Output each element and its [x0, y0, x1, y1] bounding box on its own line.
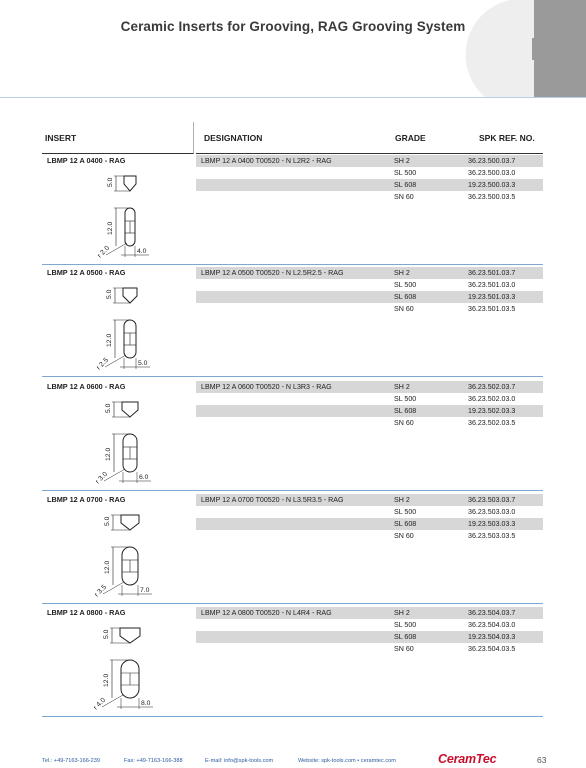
section-divider: [42, 376, 543, 377]
dim-length-label: 12.0: [107, 221, 114, 235]
insert-drawing: [74, 163, 164, 263]
grade-cell: SH 2: [394, 608, 410, 617]
table-row: [196, 417, 543, 429]
insert-section: [42, 605, 543, 717]
col-header-insert: INSERT: [42, 122, 194, 154]
dim-width-label: 8.0: [141, 700, 151, 707]
dim-radius-label: r 3.0: [94, 470, 110, 486]
ceramtec-logo: CeramTec: [438, 752, 497, 766]
spk-ref-cell: 36.23.503.03.5: [468, 531, 516, 540]
insert-code: LBMP 12 A 0800 - RAG: [47, 608, 126, 617]
section-divider: [42, 490, 543, 491]
insert-section: [42, 153, 543, 265]
table-row: [196, 405, 543, 417]
table-row: [196, 494, 543, 506]
designation-cell: LBMP 12 A 0800 T00520 - N L4R4 - RAG: [201, 608, 332, 617]
designation-cell: LBMP 12 A 0400 T00520 - N L2R2 - RAG: [201, 156, 332, 165]
spk-ref-cell: 36.23.500.03.7: [468, 156, 516, 165]
table-row: [196, 518, 543, 530]
table-row: [196, 279, 543, 291]
spk-ref-cell: 36.23.502.03.5: [468, 418, 516, 427]
grade-cell: SL 500: [394, 168, 417, 177]
dim-height-label: 5.0: [107, 177, 114, 187]
spk-ref-cell: 36.23.500.03.5: [468, 192, 516, 201]
spk-ref-cell: 36.23.501.03.5: [468, 304, 516, 313]
grade-cell: SL 608: [394, 406, 417, 415]
insert-drawing: [74, 389, 164, 489]
insert-end-view: [120, 628, 140, 643]
section-divider: [42, 603, 543, 604]
table-row: [196, 191, 543, 203]
dim-length-label: 12.0: [105, 447, 112, 461]
spk-ref-cell: 36.23.502.03.0: [468, 394, 516, 403]
insert-end-view: [123, 288, 137, 303]
spk-ref-cell: 36.23.504.03.7: [468, 608, 516, 617]
insert-code: LBMP 12 A 0500 - RAG: [47, 268, 126, 277]
grade-cell: SH 2: [394, 495, 410, 504]
insert-code: LBMP 12 A 0700 - RAG: [47, 495, 126, 504]
spk-ref-cell: 36.23.502.03.7: [468, 382, 516, 391]
spk-ref-cell: 36.23.501.03.7: [468, 268, 516, 277]
grade-cell: SN 60: [394, 418, 414, 427]
insert-section: [42, 492, 543, 604]
col-header-grade: GRADE: [366, 122, 446, 154]
grade-cell: SN 60: [394, 531, 414, 540]
table-row: [196, 393, 543, 405]
dim-height-label: 5.0: [104, 516, 111, 526]
dim-width-label: 4.0: [137, 248, 147, 255]
section-divider: [42, 716, 543, 717]
dim-length-label: 12.0: [104, 560, 111, 574]
table-row: [196, 619, 543, 631]
spk-ref-cell: 36.23.500.03.0: [468, 168, 516, 177]
insert-end-view: [124, 176, 136, 191]
spk-ref-cell: 19.23.503.03.3: [468, 519, 516, 528]
dim-radius-label: r 2.5: [95, 356, 111, 372]
spk-logo-icon: [420, 0, 586, 98]
footer-fax: Fax: +49-7163-166-388: [124, 758, 183, 764]
insert-drawing: [74, 615, 164, 715]
grade-cell: SN 60: [394, 304, 414, 313]
spk-ref-cell: 19.23.501.03.3: [468, 292, 516, 301]
footer-email[interactable]: E-mail: info@spk-tools.com: [205, 758, 274, 764]
grade-cell: SL 608: [394, 180, 417, 189]
footer-website[interactable]: Website: spk-tools.com • ceramtec.com: [298, 758, 396, 764]
dim-length-label: 12.0: [106, 333, 113, 347]
dim-width-label: 5.0: [138, 360, 148, 367]
insert-code: LBMP 12 A 0600 - RAG: [47, 382, 126, 391]
insert-drawing: [74, 502, 164, 602]
page-title: Ceramic Inserts for Grooving, RAG Grooving System: [120, 19, 466, 34]
designation-cell: LBMP 12 A 0700 T00520 - N L3.5R3.5 - RAG: [201, 495, 344, 504]
spk-ref-cell: 36.23.503.03.7: [468, 495, 516, 504]
dim-radius-label: r 2.0: [96, 244, 112, 260]
table-row: [196, 607, 543, 619]
header-rule: [0, 97, 586, 98]
table-row: [196, 267, 543, 279]
grade-cell: SH 2: [394, 156, 410, 165]
table-row: [196, 643, 543, 655]
dim-length-label: 12.0: [103, 673, 110, 687]
grade-cell: SL 608: [394, 292, 417, 301]
insert-section: [42, 265, 543, 377]
spk-ref-cell: 36.23.501.03.0: [468, 280, 516, 289]
spk-ref-cell: 19.23.502.03.3: [468, 406, 516, 415]
table-row: [196, 381, 543, 393]
insert-end-view: [122, 402, 138, 417]
grade-cell: SH 2: [394, 268, 410, 277]
col-header-spk-ref: SPK REF. NO.: [446, 122, 543, 154]
dim-height-label: 5.0: [106, 289, 113, 299]
grade-cell: SL 608: [394, 632, 417, 641]
designation-cell: LBMP 12 A 0600 T00520 - N L3R3 - RAG: [201, 382, 332, 391]
spk-ref-cell: 19.23.500.03.3: [468, 180, 516, 189]
grade-cell: SH 2: [394, 382, 410, 391]
footer-tel: Tel.: +49-7163-166-239: [42, 758, 100, 764]
col-header-designation: DESIGNATION: [196, 122, 366, 154]
dim-height-label: 5.0: [103, 629, 110, 639]
grade-cell: SL 500: [394, 507, 417, 516]
spk-ref-cell: 36.23.504.03.0: [468, 620, 516, 629]
insert-drawing: [74, 275, 164, 375]
grade-cell: SN 60: [394, 644, 414, 653]
grade-cell: SN 60: [394, 192, 414, 201]
insert-section: [42, 379, 543, 491]
grade-cell: SL 500: [394, 620, 417, 629]
table-row: [196, 167, 543, 179]
spk-ref-cell: 36.23.503.03.0: [468, 507, 516, 516]
dim-radius-label: r 3.5: [93, 583, 109, 599]
page-number: 63: [537, 755, 547, 765]
insert-end-view: [121, 515, 139, 530]
table-row: [196, 291, 543, 303]
grade-cell: SL 500: [394, 280, 417, 289]
dim-height-label: 5.0: [105, 403, 112, 413]
table-row: [196, 179, 543, 191]
table-row: [196, 530, 543, 542]
table-row: [196, 155, 543, 167]
table-row: [196, 303, 543, 315]
dim-radius-label: r 4.0: [92, 696, 108, 712]
table-row: [196, 631, 543, 643]
grade-cell: SL 608: [394, 519, 417, 528]
dim-width-label: 6.0: [139, 474, 149, 481]
grade-cell: SL 500: [394, 394, 417, 403]
spk-ref-cell: 36.23.504.03.5: [468, 644, 516, 653]
designation-cell: LBMP 12 A 0500 T00520 - N L2.5R2.5 - RAG: [201, 268, 344, 277]
spk-ref-cell: 19.23.504.03.3: [468, 632, 516, 641]
dim-width-label: 7.0: [140, 587, 150, 594]
insert-code: LBMP 12 A 0400 - RAG: [47, 156, 126, 165]
table-row: [196, 506, 543, 518]
